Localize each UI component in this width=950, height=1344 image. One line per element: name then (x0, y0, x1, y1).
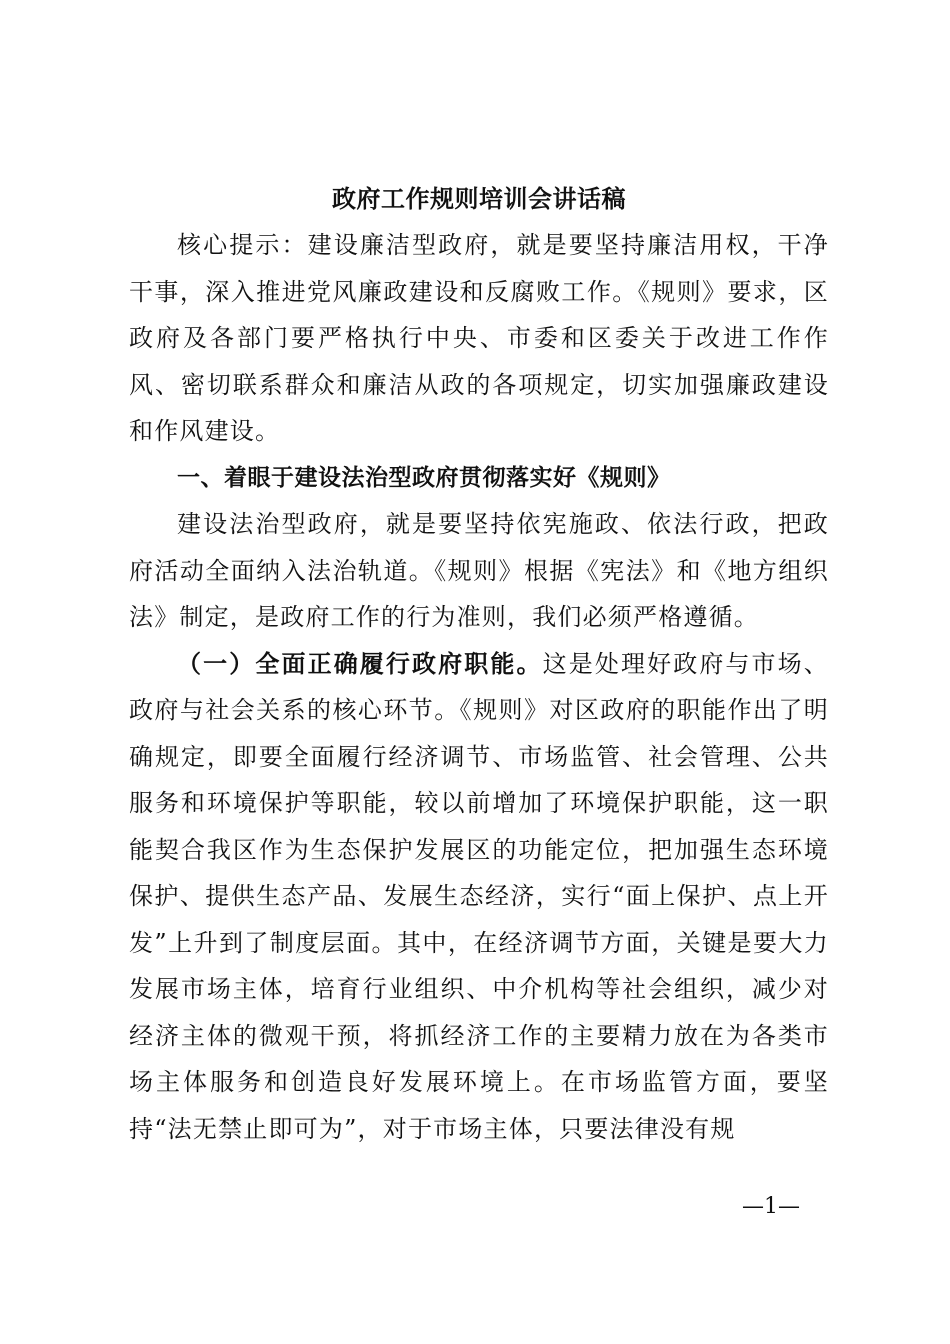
section-heading-1: 一、着眼于建设法治型政府贯彻落实好《规则》 (177, 464, 671, 491)
subsection-1-text: 这是处理好政府与市场、政府与社会关系的核心环节。《规则》对区政府的职能作出了明确规定，即要全面履行经济调节、市场监管、社会管理、公共服务和环境保护等职能，较以前增加了环境保护职能，这一职能契合我区作为生态保护发展区的功能定位，把加强生态环境保护、提供生态产品、发展生态经济，实行“面上保护、点上开发”上升到了制度层面。其中，在经济调节方面，关键是要大力发展市场主体，培育行业组织、中介机构等社会组织，减少对经济主体的微观干预，将抓经济工作的主要精力放在为各类市场主体服务和创造良好发展环境上。在市场监管方面，要坚持“法无禁止即可为”，对于市场主体，只要法律没有规 (129, 649, 829, 1143)
subsection-1-paragraph (129, 641, 829, 1153)
document-title: 政府工作规则培训会讲话稿 (332, 184, 626, 213)
intro-paragraph: 核心提示：建设廉洁型政府，就是要坚持廉洁用权，干净干事，深入推进党风廉政建设和反腐败工作。《规则》要求，区政府及各部门要严格执行中央、市委和区委关于改进工作作风、密切联系群众和廉洁从政的各项规定，切实加强廉政建设和作风建设。 (129, 231, 829, 445)
section-1-paragraph: 建设法治型政府，就是要坚持依宪施政、依法行政，把政府活动全面纳入法治轨道。《规则》根据《宪法》和《地方组织法》制定，是政府工作的行为准则，我们必须严格遵循。 (129, 510, 829, 631)
page-number: —1— (742, 1194, 800, 1219)
document-body (129, 176, 829, 1152)
subsection-1-lead: （一）全面正确履行政府职能。 (177, 648, 543, 678)
